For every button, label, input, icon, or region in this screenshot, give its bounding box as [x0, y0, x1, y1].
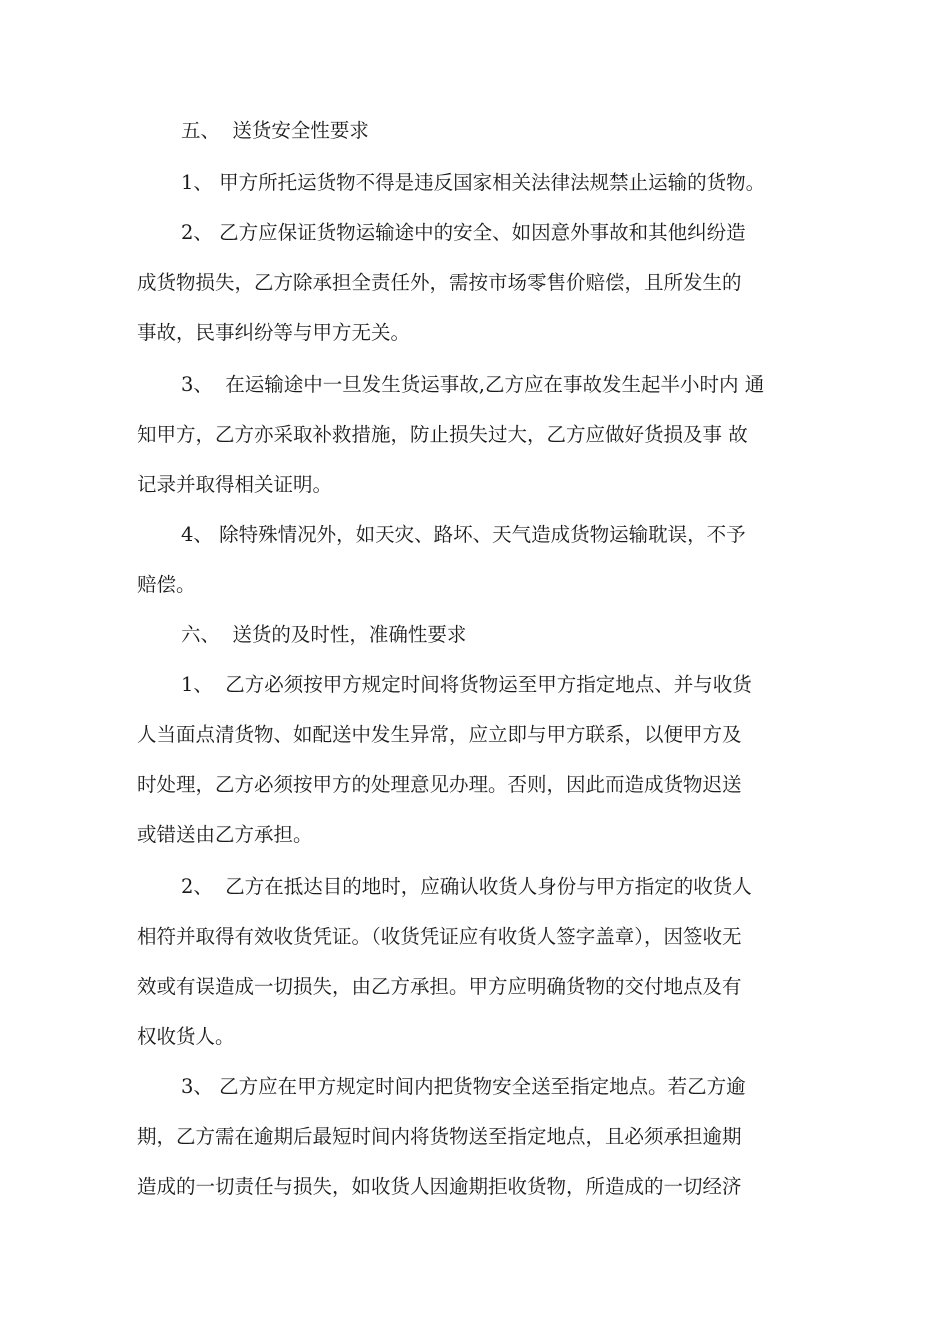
paragraph-line: 记录并取得相关证明。 [137, 473, 333, 496]
paragraph-line: 1、 乙方必须按甲方规定时间将货物运至甲方指定地点、并与收货 [181, 673, 752, 696]
paragraph-line: 人当面点清货物、如配送中发生异常，应立即与甲方联系，以便甲方及 [137, 723, 742, 746]
section-heading-5: 五、 送货安全性要求 [181, 119, 369, 142]
section-heading-6: 六、 送货的及时性，准确性要求 [181, 623, 467, 646]
paragraph-line: 相符并取得有效收货凭证。（收货凭证应有收货人签字盖章），因签收无 [137, 925, 742, 948]
paragraph-line: 权收货人。 [137, 1025, 235, 1048]
paragraph-line: 2、 乙方应保证货物运输途中的安全、如因意外事故和其他纠纷造 [181, 221, 746, 244]
paragraph-line: 造成的一切责任与损失，如收货人因逾期拒收货物，所造成的一切经济 [137, 1175, 742, 1198]
paragraph-line: 效或有误造成一切损失，由乙方承担。甲方应明确货物的交付地点及有 [137, 975, 742, 998]
paragraph-line: 成货物损失，乙方除承担全责任外，需按市场零售价赔偿，且所发生的 [137, 271, 742, 294]
paragraph-line: 1、 甲方所托运货物不得是违反国家相关法律法规禁止运输的货物。 [181, 171, 766, 194]
paragraph-line: 期，乙方需在逾期后最短时间内将货物送至指定地点，且必须承担逾期 [137, 1125, 742, 1148]
paragraph-line: 3、 乙方应在甲方规定时间内把货物安全送至指定地点。若乙方逾 [181, 1075, 746, 1098]
paragraph-line: 事故，民事纠纷等与甲方无关。 [137, 321, 411, 344]
paragraph-line: 4、 除特殊情况外，如天灾、路坏、天气造成货物运输耽误，不予 [181, 523, 746, 546]
paragraph-line: 或错送由乙方承担。 [137, 823, 313, 846]
paragraph-line: 时处理，乙方必须按甲方的处理意见办理。否则，因此而造成货物迟送 [137, 773, 742, 796]
paragraph-line: 知甲方，乙方亦采取补救措施，防止损失过大，乙方应做好货损及事 故 [137, 423, 748, 446]
paragraph-line: 赔偿。 [137, 573, 196, 596]
paragraph-line: 2、 乙方在抵达目的地时，应确认收货人身份与甲方指定的收货人 [181, 875, 752, 898]
paragraph-line: 3、 在运输途中一旦发生货运事故,乙方应在事故发生起半小时内 通 [181, 373, 765, 396]
